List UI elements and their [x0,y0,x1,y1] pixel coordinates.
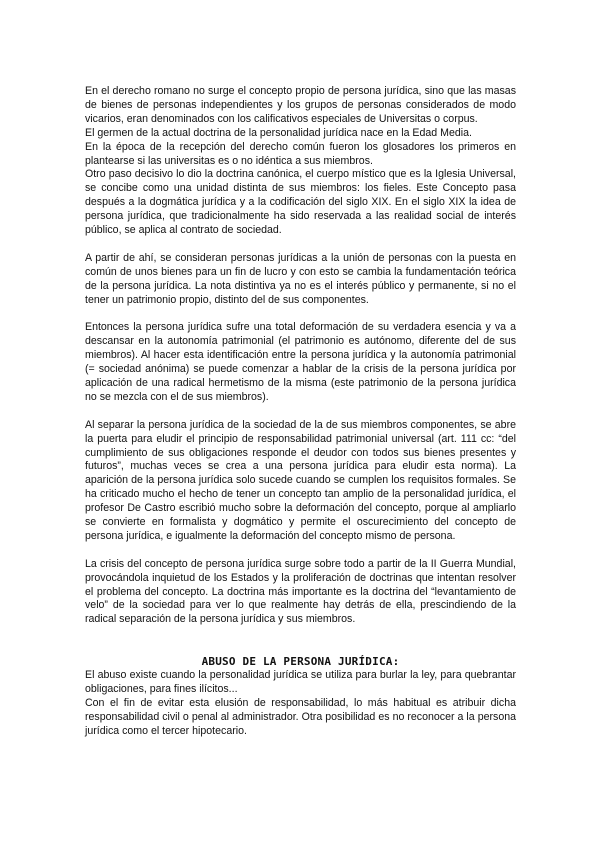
paragraph-canonical-doctrine: Otro paso decisivo lo dio la doctrina canónica, el cuerpo místico que es la Iglesia Universal, se concibe como una unidad distinta de sus miembros: los fieles. Este Concepto pasa después a la dogmática jurídica y a la codificación del siglo XIX. En el siglo XIX la idea de persona jurídica, que tradicionalmente ha sido reservada a las realidad social de interés público, se aplica al contrato de sociedad. [85,168,516,237]
paragraph-from-there: A partir de ahí, se consideran personas jurídicas a la unión de personas con la puesta en común de unos bienes para un fin de lucro y con esto se cambia la fundamentación teórica de la persona jurídica. La nota distintiva ya no es el interés público y permanente, si no el tener un patrimonio propio, distinto del de sus componentes. [85,251,516,306]
paragraph-abuse: El abuso existe cuando la personalidad jurídica se utiliza para burlar la ley, para quebrantar obligaciones, para fines ilícitos... [85,668,516,695]
paragraph-spacer [85,405,516,419]
document-page [85,85,516,739]
section-heading: ABUSO DE LA PERSONA JURÍDICA: [201,655,400,669]
paragraph-glosadores: En la época de la recepción del derecho común fueron los glosadores los primeros en plantearse si las universitas es o no idéntica a sus miembros. [85,140,516,167]
paragraph-responsibility: Con el fin de evitar esta elusión de responsabilidad, lo más habitual es atribuir dicha responsabilidad civil o penal al administrador. Otra posibilidad es no reconocer a la persona jurídica como el tercer hipotecario. [85,696,516,737]
paragraph-middle-ages: El germen de la actual doctrina de la personalidad jurídica nace en la Edad Media. [85,126,472,139]
paragraph-separation: Al separar la persona jurídica de la sociedad de la de sus miembros componentes, se abre la puerta para eludir el principio de responsabilidad patrimonial universal (art. 111 cc: “del cumplimiento de sus obligaciones responde el deudor con todos sus bienes presentes y futuros”, muchas veces se crea a una persona jurídica para eludir esta norma). La aparición de la persona jurídica solo sucede cuando se cumplen los requisitos formales. Se ha criticado mucho el hecho de tener un concepto tan amplio de la personalidad jurídica, el profesor De Castro escribió mucho sobre la deformación del concepto, porque al ampliarlo se convierte en formalista y dogmático y permite el oscurecimiento del concepto de persona jurídica, e igualmente la deformación del concepto mismo de persona. [85,418,516,542]
paragraph-spacer [85,238,516,252]
paragraph-spacer [85,641,516,655]
paragraph-spacer [85,544,516,558]
paragraph-roman-law: En el derecho romano no surge el concepto propio de persona jurídica, sino que las masas de bienes de personas independientes y los grupos de personas considerados de modo vicarios, eran denominados con los calificativos especiales de Universitas o corpus. [85,85,516,125]
paragraph-crisis: La crisis del concepto de persona jurídica surge sobre todo a partir de la II Guerra Mundial, provocándola inquietud de los Estados y la proliferación de doctrinas que intentan resolver el problema del concepto. La doctrina más importante es la doctrina del “levantamiento de velo” de la sociedad para ver lo que realmente hay detrás de ella, prescindiendo de la radical separación de la persona jurídica y sus miembros. [85,557,516,626]
paragraph-deformation: Entonces la persona jurídica sufre una total deformación de su verdadera esencia y va a descansar en la autonomía patrimonial (el patrimonio es autónomo, diferente del de sus miembros). Al hacer esta identificación entre la persona jurídica y la autonomía patrimonial (= sociedad anónima) se puede comenzar a hablar de la crisis de la persona jurídica por aplicación de una radical hermetismo de la misma (este patrimonio de la persona jurídica no se mezcla con el de sus miembros). [85,321,516,403]
paragraph-spacer [85,627,516,641]
paragraph-spacer [85,307,516,321]
